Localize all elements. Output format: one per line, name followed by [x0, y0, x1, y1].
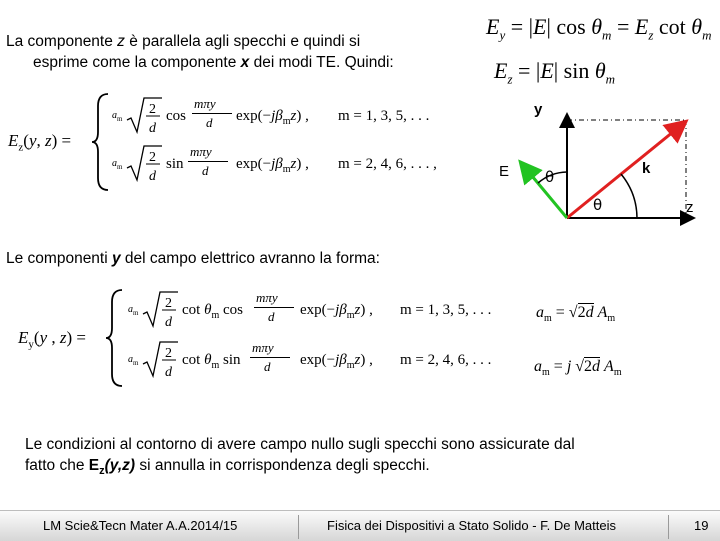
- ez-lhs: $E_z(y$, z) =: [8, 131, 72, 154]
- k-vector: [567, 123, 684, 218]
- label-e: E: [499, 163, 510, 180]
- ez-row-1-condition: m = 1, 3, 5, . . .: [338, 108, 430, 124]
- intro-line-2: esprime come la componente x dei modi TE. Quindi:: [33, 54, 394, 71]
- ey-row-2-condition: m = 2, 4, 6, . . .: [400, 352, 492, 368]
- svg-text:2: 2: [165, 296, 172, 311]
- conclusion-line-2: fatto che $E_z(y,z)$ si annulla in corrispondenza degli specchi.: [25, 457, 430, 478]
- footer: [0, 510, 720, 541]
- ez-relation: $E_z = |E|$ $\sin \theta_m$: [494, 58, 616, 87]
- ey-lhs: $E_y(y$ , z) =: [18, 328, 86, 351]
- svg-text:2: 2: [165, 346, 172, 361]
- middle-text: Le componenti y del campo elettrico avranno la forma:: [6, 250, 380, 267]
- label-z: z: [686, 199, 694, 216]
- theta-arc-2: [621, 174, 637, 218]
- svg-text:2: 2: [149, 150, 156, 165]
- ey-equation: $E_y(y$ , z) = $a_m$ 2 d $\cot \theta_m$ cos mπy d $\exp(-j\beta_mz)$ , m = 1, 3, 5, . . . $a_m$ 2 d $\cot \theta_m$ sin mπy d $\exp(-j\beta_mz)$ , m = 2, 4, 6, . . . $a_m = √2d$ $A_m$ $a_m = j$ √2d $A_m$: [18, 288, 718, 388]
- footer-course: LM Scie&Tecn Mater A.A.2014/15: [43, 518, 238, 533]
- svg-text:d: d: [165, 365, 172, 380]
- label-theta-1: θ: [545, 168, 555, 186]
- conclusion-line-1: Le condizioni al contorno di avere campo nullo sugli specchi sono assicurate dal: [25, 436, 575, 453]
- page-number: 19: [694, 518, 709, 533]
- footer-title: Fisica dei Dispositivi a Stato Solido - F. De Matteis: [327, 518, 616, 533]
- svg-text:d: d: [149, 121, 156, 136]
- label-y: y: [534, 101, 543, 118]
- label-k: k: [642, 160, 651, 177]
- am-definition-2: $a_m = j$ √2d $A_m$: [534, 358, 622, 379]
- svg-text:d: d: [165, 315, 172, 330]
- svg-text:d: d: [149, 169, 156, 184]
- ey-relation: $E_y = |E|$ $\cos \theta_m = E_z$ $\cot \theta_m$: [486, 14, 712, 43]
- ez-row-2-condition: m = 2, 4, 6, . . . ,: [338, 156, 437, 172]
- ez-equation: $E_z(y$, z) = $a_m$ 2 d cos mπy d $\exp(-j\beta_mz)$ , m = 1, 3, 5, . . . $a_m$ 2 d sin mπy d $\exp(-j\beta_mz)$ , m = 2, 4, 6, . . . ,: [8, 92, 488, 192]
- field-vector-diagram: [490, 90, 720, 230]
- am-definition-1: $a_m = √2d$ $A_m$: [536, 304, 616, 325]
- svg-text:2: 2: [149, 102, 156, 117]
- intro-line-1: La componente z è parallela agli specchi e quindi si: [6, 33, 361, 50]
- label-theta-2: θ: [593, 196, 603, 214]
- ey-row-1-condition: m = 1, 3, 5, . . .: [400, 302, 492, 318]
